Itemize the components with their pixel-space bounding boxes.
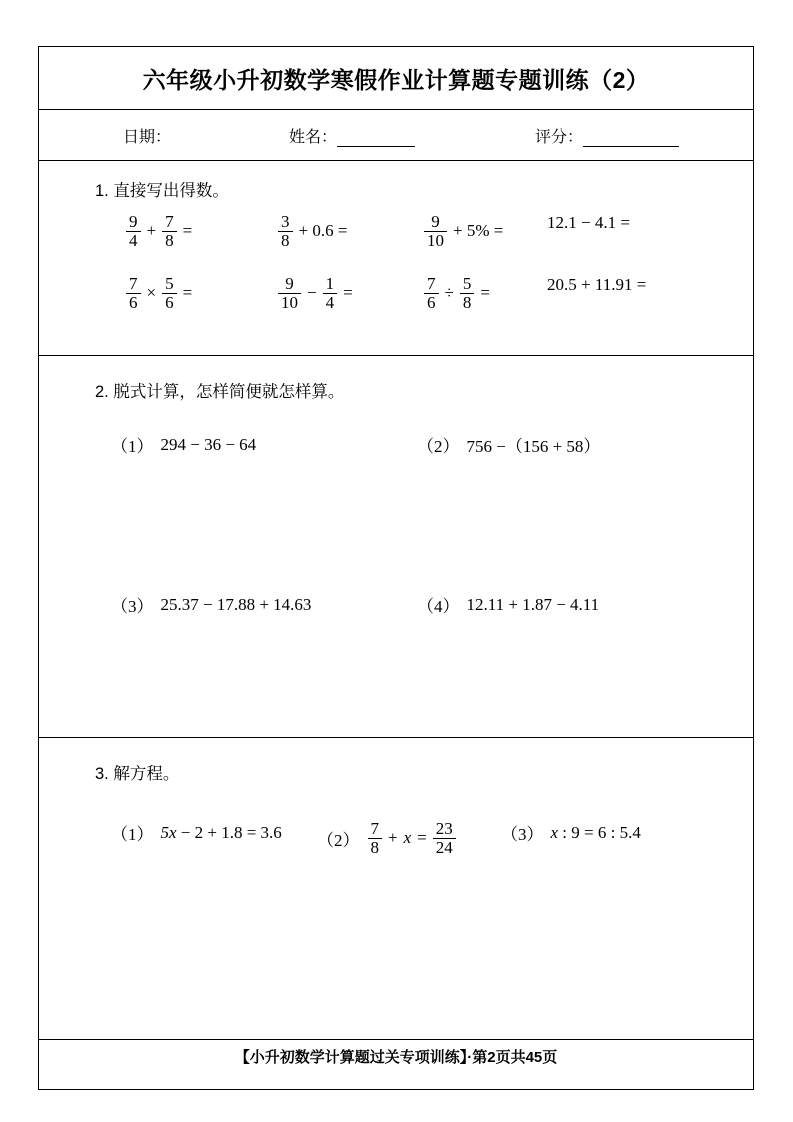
section-3-heading: 3. 解方程。 xyxy=(95,765,180,783)
fraction-1-4: $\frac{1}{4}$ xyxy=(323,275,338,311)
problem-2-1-expr: 294 − 36 − 64 xyxy=(160,434,257,454)
meta-band xyxy=(39,110,753,161)
fraction-7-6: $\frac{7}{6}$ xyxy=(126,275,141,311)
problem-2-4-number: （4） xyxy=(417,597,460,616)
fraction-3-8: $\frac{3}{8}$ xyxy=(278,213,293,249)
name-label: 姓名： xyxy=(289,128,338,146)
date-field[interactable] xyxy=(123,124,171,147)
problem-1-6: $\frac{9}{10}$ − $\frac{1}{4}$ = xyxy=(275,275,356,311)
fraction-9-10: $\frac{9}{10}$ xyxy=(424,213,447,249)
problem-3-2: （2） $\frac{7}{8}$ + x = $\frac{23}{24}$ xyxy=(317,820,459,856)
problem-3-1 xyxy=(111,820,282,845)
problem-2-2-expr: 756 −（156 + 58） xyxy=(466,437,601,456)
problem-3-3 xyxy=(501,820,641,845)
fraction-5-6: $\frac{5}{6}$ xyxy=(162,275,177,311)
section-1-row-1 xyxy=(39,213,753,263)
fraction-7-6-b: $\frac{7}{6}$ xyxy=(424,275,439,311)
section-3 xyxy=(39,738,753,1040)
problem-2-3-number: （3） xyxy=(111,597,154,616)
section-1-row-2 xyxy=(39,275,753,325)
problem-2-1 xyxy=(111,432,256,457)
problem-3-3-expr: x : 9 = 6 : 5.4 xyxy=(550,822,641,842)
section-1-heading: 1. 直接写出得数。 xyxy=(95,182,229,200)
problem-1-4: 12.1 − 4.1 = xyxy=(547,213,630,232)
section-1 xyxy=(39,161,753,356)
score-blank-line[interactable] xyxy=(583,132,679,147)
fraction-7-8-b: $\frac{7}{8}$ xyxy=(368,820,383,856)
name-field[interactable] xyxy=(289,124,415,147)
date-label: 日期： xyxy=(123,128,172,146)
section-2 xyxy=(39,356,753,738)
name-blank-line[interactable] xyxy=(337,132,415,147)
title-band xyxy=(39,47,753,110)
problem-1-7: $\frac{7}{6}$ ÷ $\frac{5}{8}$ = xyxy=(421,275,493,311)
problem-2-3 xyxy=(111,592,311,617)
footer-area xyxy=(39,1040,753,1089)
fraction-23-24: $\frac{23}{24}$ xyxy=(433,820,456,856)
fraction-9-4: $\frac{9}{4}$ xyxy=(126,213,141,249)
problem-1-2: $\frac{3}{8}$ + 0.6 = xyxy=(275,213,350,249)
problem-2-2-number: （2） xyxy=(417,437,460,456)
page-footer: 【小升初数学计算题过关专项训练】·第2页共45页 xyxy=(234,1049,558,1066)
problem-1-3: $\frac{9}{10}$ + 5% = xyxy=(421,213,506,249)
problem-2-4-expr: 12.11 + 1.87 − 4.11 xyxy=(466,594,600,614)
problem-3-2-number: （2） xyxy=(317,830,360,850)
page-title: 六年级小升初数学寒假作业计算题专题训练（2） xyxy=(142,66,650,93)
problem-2-3-expr: 25.37 − 17.88 + 14.63 xyxy=(160,594,312,614)
fraction-7-8: $\frac{7}{8}$ xyxy=(162,213,177,249)
worksheet-page xyxy=(38,46,754,1090)
score-label: 评分： xyxy=(535,128,584,146)
problem-1-5: $\frac{7}{6}$ × $\frac{5}{6}$ = xyxy=(123,275,195,311)
problem-3-1-number: （1） xyxy=(111,825,154,844)
problem-1-8: 20.5 + 11.91 = xyxy=(547,275,647,294)
problem-2-4 xyxy=(417,592,599,617)
problem-2-2 xyxy=(417,432,600,457)
fraction-9-10-b: $\frac{9}{10}$ xyxy=(278,275,301,311)
problem-3-1-expr: 5x − 2 + 1.8 = 3.6 xyxy=(160,822,282,842)
score-field[interactable] xyxy=(535,124,679,147)
problem-3-3-number: （3） xyxy=(501,825,544,844)
problem-2-1-number: （1） xyxy=(111,437,154,456)
problem-1-1: $\frac{9}{4}$ + $\frac{7}{8}$ = xyxy=(123,213,195,249)
fraction-5-8: $\frac{5}{8}$ xyxy=(460,275,475,311)
section-2-heading: 2. 脱式计算，怎样简便就怎样算。 xyxy=(95,383,345,401)
